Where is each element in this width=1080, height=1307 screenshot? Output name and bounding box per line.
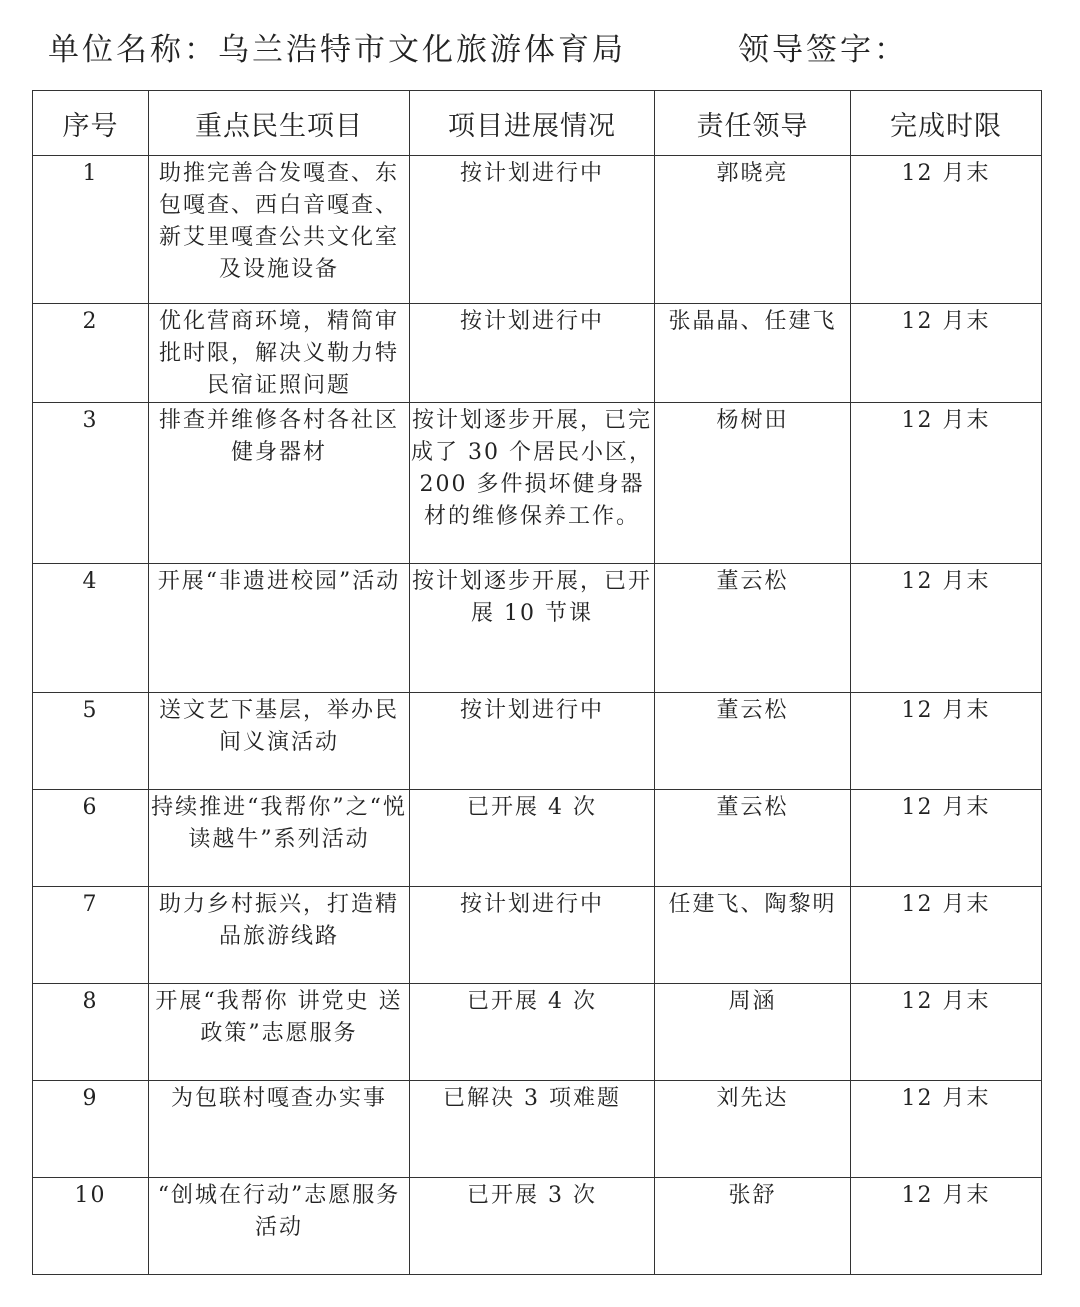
cell-item: 送文艺下基层，举办民间义演活动 bbox=[149, 693, 410, 790]
cell-progress: 按计划逐步开展，已完成了 30 个居民小区，200 多件损坏健身器材的维修保养工作。 bbox=[410, 403, 655, 564]
table-row bbox=[33, 564, 1042, 693]
cell-deadline: 12 月末 bbox=[851, 564, 1042, 693]
livelihood-projects-table bbox=[32, 90, 1042, 1275]
cell-progress: 已开展 4 次 bbox=[410, 984, 655, 1081]
cell-deadline: 12 月末 bbox=[851, 156, 1042, 304]
cell-progress: 按计划进行中 bbox=[410, 304, 655, 403]
cell-deadline: 12 月末 bbox=[851, 984, 1042, 1081]
cell-progress: 已解决 3 项难题 bbox=[410, 1081, 655, 1178]
cell-leader: 周涵 bbox=[655, 984, 851, 1081]
cell-no: 4 bbox=[33, 564, 149, 693]
table-row bbox=[33, 790, 1042, 887]
cell-no: 3 bbox=[33, 403, 149, 564]
cell-leader: 杨树田 bbox=[655, 403, 851, 564]
cell-deadline: 12 月末 bbox=[851, 887, 1042, 984]
cell-deadline: 12 月末 bbox=[851, 1081, 1042, 1178]
cell-leader: 董云松 bbox=[655, 693, 851, 790]
cell-item: 开展“非遗进校园”活动 bbox=[149, 564, 410, 693]
cell-no: 5 bbox=[33, 693, 149, 790]
cell-leader: 郭晓亮 bbox=[655, 156, 851, 304]
cell-deadline: 12 月末 bbox=[851, 304, 1042, 403]
cell-progress: 按计划进行中 bbox=[410, 693, 655, 790]
cell-deadline: 12 月末 bbox=[851, 1178, 1042, 1275]
unit-name: 单位名称：乌兰浩特市文化旅游体育局 bbox=[48, 32, 626, 68]
cell-deadline: 12 月末 bbox=[851, 790, 1042, 887]
cell-progress: 已开展 3 次 bbox=[410, 1178, 655, 1275]
cell-progress: 已开展 4 次 bbox=[410, 790, 655, 887]
cell-item: 排查并维修各村各社区健身器材 bbox=[149, 403, 410, 564]
cell-item: 助力乡村振兴，打造精品旅游线路 bbox=[149, 887, 410, 984]
cell-leader: 张晶晶、任建飞 bbox=[655, 304, 851, 403]
column-header-no: 序号 bbox=[33, 91, 149, 156]
table-row bbox=[33, 156, 1042, 304]
cell-no: 2 bbox=[33, 304, 149, 403]
column-header-item: 重点民生项目 bbox=[149, 91, 410, 156]
column-header-deadline: 完成时限 bbox=[851, 91, 1042, 156]
cell-item: 优化营商环境，精简审批时限，解决义勒力特民宿证照问题 bbox=[149, 304, 410, 403]
cell-no: 1 bbox=[33, 156, 149, 304]
cell-item: “创城在行动”志愿服务活动 bbox=[149, 1178, 410, 1275]
table-row bbox=[33, 984, 1042, 1081]
cell-no: 6 bbox=[33, 790, 149, 887]
table-row bbox=[33, 887, 1042, 984]
cell-no: 9 bbox=[33, 1081, 149, 1178]
cell-leader: 张舒 bbox=[655, 1178, 851, 1275]
cell-leader: 董云松 bbox=[655, 790, 851, 887]
table-row bbox=[33, 693, 1042, 790]
cell-no: 10 bbox=[33, 1178, 149, 1275]
cell-leader: 任建飞、陶黎明 bbox=[655, 887, 851, 984]
cell-leader: 董云松 bbox=[655, 564, 851, 693]
cell-item: 助推完善合发嘎查、东包嘎查、西白音嘎查、新艾里嘎查公共文化室及设施设备 bbox=[149, 156, 410, 304]
cell-item: 持续推进“我帮你”之“悦读越牛”系列活动 bbox=[149, 790, 410, 887]
cell-deadline: 12 月末 bbox=[851, 693, 1042, 790]
column-header-progress: 项目进展情况 bbox=[410, 91, 655, 156]
cell-no: 7 bbox=[33, 887, 149, 984]
cell-progress: 按计划逐步开展，已开展 10 节课 bbox=[410, 564, 655, 693]
cell-deadline: 12 月末 bbox=[851, 403, 1042, 564]
cell-progress: 按计划进行中 bbox=[410, 156, 655, 304]
leader-signature-label: 领导签字： bbox=[738, 32, 908, 68]
table-row bbox=[33, 403, 1042, 564]
column-header-leader: 责任领导 bbox=[655, 91, 851, 156]
table-row bbox=[33, 1178, 1042, 1275]
cell-no: 8 bbox=[33, 984, 149, 1081]
table-row bbox=[33, 1081, 1042, 1178]
table-row bbox=[33, 304, 1042, 403]
document-header bbox=[0, 0, 1080, 90]
cell-item: 为包联村嘎查办实事 bbox=[149, 1081, 410, 1178]
cell-item: 开展“我帮你 讲党史 送政策”志愿服务 bbox=[149, 984, 410, 1081]
table-header-row bbox=[33, 91, 1042, 156]
cell-leader: 刘先达 bbox=[655, 1081, 851, 1178]
cell-progress: 按计划进行中 bbox=[410, 887, 655, 984]
